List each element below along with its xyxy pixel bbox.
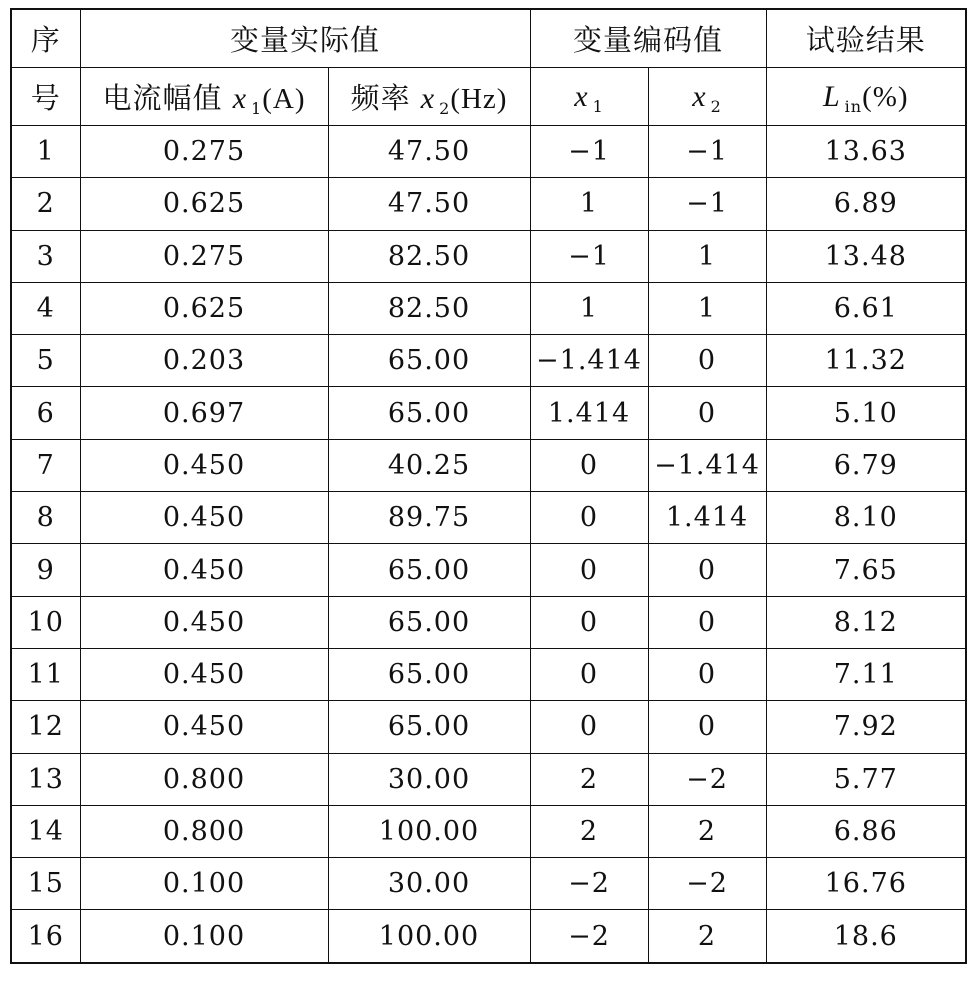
table-row [11,544,966,596]
cell-frequency: 30.00 [328,753,530,805]
cell-frequency: 65.00 [328,335,530,387]
cell-current: 0.450 [80,492,328,544]
cell-x2-coded: 0 [648,701,766,753]
cell-seq: 4 [11,282,80,334]
cell-lin-result: 16.76 [766,858,966,910]
cell-x2-coded: 0 [648,596,766,648]
header-result-var: L [822,80,841,113]
table-row [11,596,966,648]
cell-current: 0.625 [80,282,328,334]
cell-current: 0.625 [80,178,328,230]
cell-current: 0.450 [80,648,328,700]
cell-frequency: 65.00 [328,544,530,596]
cell-lin-result: 6.79 [766,439,966,491]
table-row [11,230,966,282]
header-freq-label: 频率 [350,81,411,115]
cell-frequency: 89.75 [328,492,530,544]
cell-x1-coded: 0 [530,596,648,648]
cell-frequency: 65.00 [328,596,530,648]
cell-seq: 5 [11,335,80,387]
cell-lin-result: 5.10 [766,387,966,439]
cell-seq: 10 [11,596,80,648]
cell-current: 0.697 [80,387,328,439]
table-row [11,910,966,963]
cell-current: 0.100 [80,910,328,963]
cell-frequency: 47.50 [328,126,530,178]
cell-frequency: 65.00 [328,387,530,439]
cell-lin-result: 6.61 [766,282,966,334]
cell-lin-result: 7.11 [766,648,966,700]
header-current-unit: (A) [262,83,306,115]
header-result-cell [766,68,966,126]
cell-x1-coded: 0 [530,492,648,544]
cell-frequency: 47.50 [328,178,530,230]
header-freq-cell [328,68,530,126]
header-group-coded: 变量编码值 [530,9,766,68]
cell-x1-coded: 0 [530,648,648,700]
table-row [11,805,966,857]
cell-x1-coded: 2 [530,753,648,805]
cell-current: 0.800 [80,805,328,857]
cell-seq: 11 [11,648,80,700]
cell-frequency: 100.00 [328,805,530,857]
header-seq-bottom: 号 [11,68,80,126]
cell-current: 0.275 [80,126,328,178]
table-row [11,492,966,544]
header-row-1 [11,9,966,68]
cell-x2-coded: 1.414 [648,492,766,544]
table-row [11,701,966,753]
experiment-table [10,8,967,964]
header-row-2 [11,68,966,126]
cell-x1-coded: 0 [530,544,648,596]
header-result-unit: (%) [862,81,909,113]
table-row [11,282,966,334]
header-freq-sub: 2 [439,99,451,118]
cell-x2-coded: 0 [648,648,766,700]
cell-x1-coded: −2 [530,910,648,963]
cell-current: 0.100 [80,858,328,910]
cell-x1-coded: 1.414 [530,387,648,439]
header-current-sub: 1 [251,99,263,118]
cell-x2-coded: −1.414 [648,439,766,491]
table-row [11,648,966,700]
cell-lin-result: 7.65 [766,544,966,596]
table-row [11,387,966,439]
header-current-var: x [232,82,248,115]
cell-x2-coded: −2 [648,753,766,805]
cell-x1-coded: −2 [530,858,648,910]
cell-x2-coded: 2 [648,910,766,963]
cell-lin-result: 11.32 [766,335,966,387]
cell-frequency: 65.00 [328,648,530,700]
cell-current: 0.450 [80,544,328,596]
header-x2-cell [648,68,766,126]
cell-lin-result: 8.10 [766,492,966,544]
header-group-actual: 变量实际值 [80,9,530,68]
cell-seq: 15 [11,858,80,910]
table-row [11,335,966,387]
cell-seq: 9 [11,544,80,596]
header-x1-var: x [574,80,589,113]
cell-x1-coded: −1.414 [530,335,648,387]
cell-x1-coded: 2 [530,805,648,857]
cell-seq: 16 [11,910,80,963]
cell-seq: 13 [11,753,80,805]
header-seq-top: 序 [11,9,80,68]
cell-x1-coded: 1 [530,282,648,334]
cell-lin-result: 8.12 [766,596,966,648]
header-result-sub: in [844,97,863,116]
cell-seq: 8 [11,492,80,544]
header-x2-var: x [692,80,707,113]
table-row [11,178,966,230]
cell-seq: 1 [11,126,80,178]
cell-seq: 3 [11,230,80,282]
header-current-cell [80,68,328,126]
header-x1-sub: 1 [592,97,604,116]
cell-lin-result: 5.77 [766,753,966,805]
cell-current: 0.450 [80,701,328,753]
cell-frequency: 65.00 [328,701,530,753]
cell-current: 0.203 [80,335,328,387]
cell-x2-coded: 0 [648,544,766,596]
cell-current: 0.800 [80,753,328,805]
cell-lin-result: 18.6 [766,910,966,963]
cell-x2-coded: 1 [648,230,766,282]
cell-seq: 2 [11,178,80,230]
cell-x2-coded: −2 [648,858,766,910]
cell-lin-result: 13.48 [766,230,966,282]
table-row [11,753,966,805]
experiment-table-container [10,8,967,964]
table-row [11,858,966,910]
table-row [11,126,966,178]
cell-x1-coded: 1 [530,178,648,230]
cell-current: 0.450 [80,439,328,491]
cell-seq: 12 [11,701,80,753]
cell-frequency: 40.25 [328,439,530,491]
cell-x1-coded: −1 [530,126,648,178]
cell-seq: 7 [11,439,80,491]
cell-frequency: 82.50 [328,230,530,282]
header-x1-cell [530,68,648,126]
cell-x1-coded: 0 [530,439,648,491]
cell-frequency: 30.00 [328,858,530,910]
cell-current: 0.450 [80,596,328,648]
cell-seq: 14 [11,805,80,857]
cell-frequency: 82.50 [328,282,530,334]
cell-x1-coded: −1 [530,230,648,282]
cell-x2-coded: 0 [648,335,766,387]
cell-x2-coded: −1 [648,126,766,178]
cell-lin-result: 7.92 [766,701,966,753]
cell-frequency: 100.00 [328,910,530,963]
table-row [11,439,966,491]
header-freq-var: x [420,82,436,115]
header-current-label: 电流幅值 [102,81,223,115]
cell-lin-result: 13.63 [766,126,966,178]
cell-x2-coded: 0 [648,387,766,439]
cell-x1-coded: 0 [530,701,648,753]
cell-seq: 6 [11,387,80,439]
cell-x2-coded: 2 [648,805,766,857]
header-freq-unit: (Hz) [450,83,508,115]
header-group-result: 试验结果 [766,9,966,68]
cell-x2-coded: 1 [648,282,766,334]
header-x2-sub: 2 [710,97,722,116]
cell-lin-result: 6.86 [766,805,966,857]
cell-x2-coded: −1 [648,178,766,230]
cell-current: 0.275 [80,230,328,282]
table-body [11,9,966,963]
cell-lin-result: 6.89 [766,178,966,230]
